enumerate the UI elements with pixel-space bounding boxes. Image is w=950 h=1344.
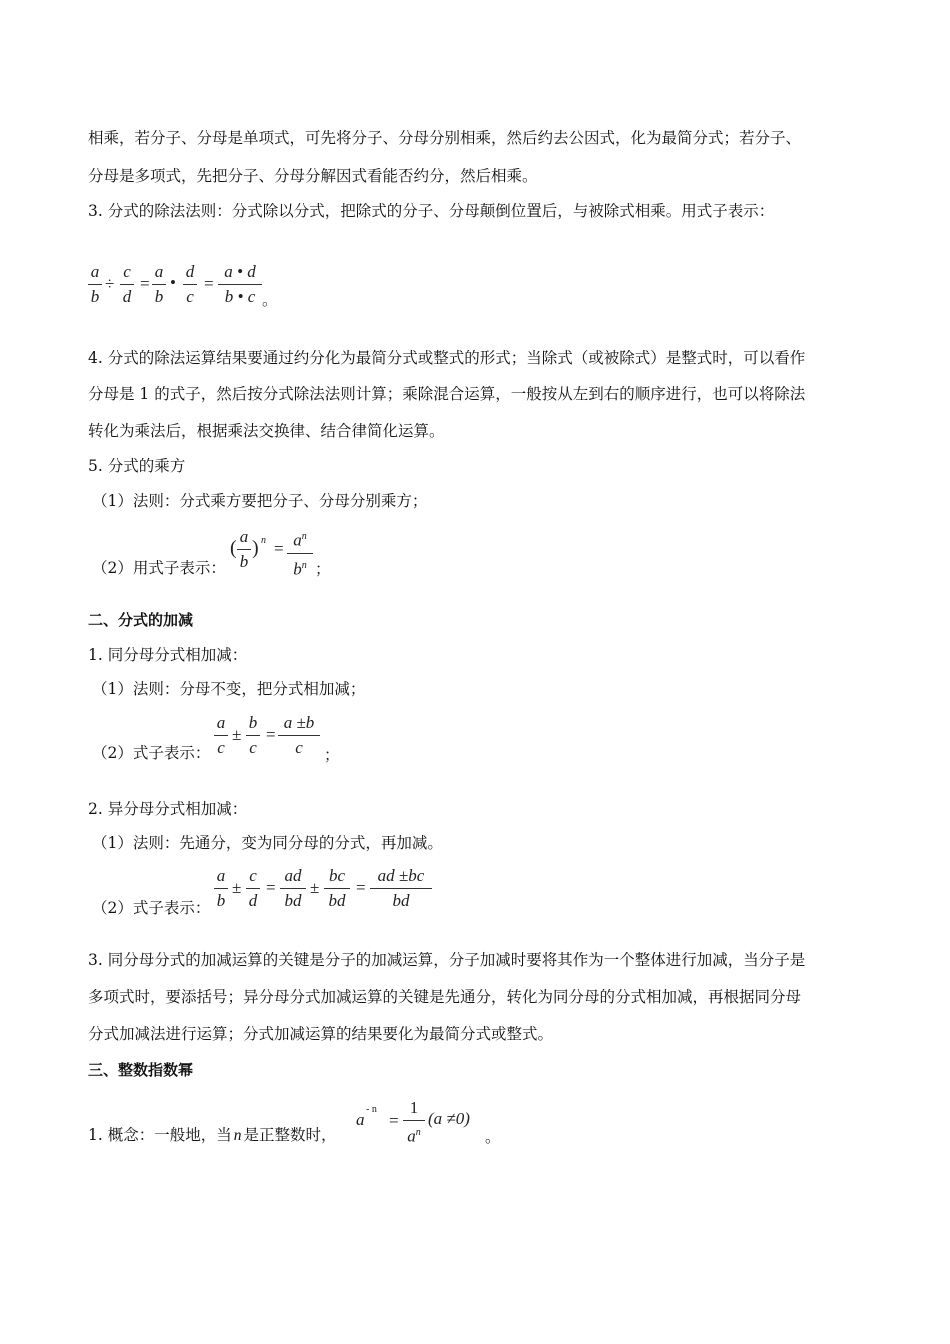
denominator: c	[295, 738, 303, 757]
fraction	[278, 713, 320, 758]
fraction	[287, 527, 313, 579]
numerator-base: a	[293, 530, 302, 550]
period: 。	[262, 291, 278, 309]
plus-minus-operator: ±	[310, 878, 320, 897]
plus-minus-operator: ±	[232, 878, 242, 897]
concept-prefix: 1. 概念：一般地，当	[88, 1126, 232, 1144]
exponent: n	[415, 1127, 421, 1138]
fraction	[246, 866, 260, 911]
paragraph-line: 分母是 1 的式子，然后按分式除法法则计算；乘除混合运算，一般按从左到右的顺序进行，也可以将除法	[88, 385, 806, 403]
fraction	[214, 866, 228, 911]
equals-sign: =	[389, 1111, 399, 1130]
section-subtitle: 5. 分式的乘方	[88, 457, 186, 475]
equals-sign: =	[204, 274, 214, 293]
section-heading: 二、分式的加减	[88, 611, 194, 629]
paragraph-line: 多项式时，要添括号；异分母分式加减运算的关键是先通分，转化为同分母的分式相加减，再根据同分母	[88, 988, 802, 1006]
equals-sign: =	[356, 878, 366, 897]
section-heading: 三、整数指数幂	[88, 1061, 194, 1079]
numerator	[287, 527, 313, 551]
rule-text: （1）法则：分式乘方要把分子、分母分别乘方；	[92, 492, 428, 510]
paragraph-line: 3. 分式的除法法则：分式除以分式，把除式的分子、分母颠倒位置后，与被除式相乘。用式子表示：	[88, 202, 775, 220]
same-denominator-formula	[214, 713, 344, 764]
section-subtitle: 2. 异分母分式相加减：	[88, 800, 248, 818]
numerator: a	[216, 866, 226, 885]
denominator: c	[217, 738, 225, 757]
fraction	[280, 866, 306, 911]
expression-label: （2）式子表示：	[92, 744, 211, 762]
condition: (a ≠0)	[428, 1109, 470, 1128]
paragraph-line: 分式加减法进行运算；分式加减运算的结果要化为最简分式或整式。	[88, 1025, 554, 1043]
denominator: b • c	[224, 287, 256, 306]
power-formula	[230, 527, 340, 579]
denominator: bd	[328, 891, 346, 910]
denominator: b	[154, 287, 164, 306]
numerator: a	[90, 262, 100, 281]
numerator: a ±b	[283, 713, 315, 732]
numerator: a	[154, 262, 164, 281]
numerator: d	[185, 262, 195, 281]
paragraph-line: 分母是多项式，先把分子、分母分解因式看能否约分，然后相乘。	[88, 167, 538, 185]
plus-minus-operator: ±	[232, 725, 242, 744]
denominator: b	[216, 891, 226, 910]
rule-text: （1）法则：分母不变，把分式相加减；	[92, 680, 366, 698]
exponent: n	[301, 559, 307, 571]
denominator: b	[90, 287, 100, 306]
base: a	[356, 1110, 365, 1129]
denominator	[403, 1123, 425, 1147]
denominator: b	[239, 552, 249, 571]
right-paren: )	[252, 537, 259, 559]
equals-sign: =	[266, 725, 276, 744]
expression-label: （2）式子表示：	[92, 899, 211, 917]
numerator: 1	[409, 1098, 419, 1117]
rule-text: （1）法则：先通分，变为同分母的分式，再加减。	[92, 834, 443, 852]
fraction	[370, 866, 432, 911]
fraction	[120, 262, 134, 307]
semicolon: ；	[315, 560, 331, 578]
exponent: n	[301, 531, 307, 542]
paragraph-line: 4. 分式的除法运算结果要通过约分化为最简分式或整式的形式；当除式（或被除式）是整式时，可以看作	[88, 349, 806, 367]
period: 。	[485, 1128, 501, 1146]
numerator: b	[248, 713, 258, 732]
fraction	[218, 262, 262, 307]
denominator: d	[248, 891, 258, 910]
exponent: n	[261, 535, 266, 546]
denominator-base: a	[407, 1126, 416, 1146]
semicolon: ；	[324, 746, 340, 764]
fraction	[324, 866, 350, 911]
division-formula	[88, 262, 288, 310]
equals-sign: =	[274, 539, 284, 558]
expression-label: （2）用式子表示：	[92, 559, 226, 577]
denominator: c	[186, 287, 194, 306]
equals-sign: =	[140, 274, 150, 293]
fraction	[214, 713, 228, 758]
denominator: c	[249, 738, 257, 757]
numerator: ad	[284, 866, 302, 885]
paragraph-line: 3. 同分母分式的加减运算的关键是分子的加减运算，分子加减时要将其作为一个整体进行加减，当分子是	[88, 951, 806, 969]
concept-line	[88, 1125, 336, 1146]
denominator: d	[122, 287, 132, 306]
section-subtitle: 1. 同分母分式相加减：	[88, 646, 248, 664]
negative-exponent-formula	[356, 1100, 496, 1148]
different-denominator-formula	[214, 866, 444, 914]
paragraph-line: 转化为乘法后，根据乘法交换律、结合律简化运算。	[88, 422, 445, 440]
multiply-dot: •	[170, 273, 176, 292]
fraction	[152, 262, 166, 307]
left-paren: (	[230, 537, 237, 559]
fraction	[237, 527, 251, 572]
numerator: c	[123, 262, 131, 281]
numerator: a • d	[224, 262, 256, 281]
exponent: - n	[366, 1104, 377, 1115]
paragraph-line: 相乘，若分子、分母是单项式，可先将分子、分母分别相乘，然后约去公因式，化为最简分式；若分子、	[88, 129, 802, 147]
numerator: a	[216, 713, 226, 732]
fraction	[403, 1098, 425, 1147]
fraction	[183, 262, 197, 307]
equals-sign: =	[266, 878, 276, 897]
numerator: c	[249, 866, 257, 885]
denominator: bd	[392, 891, 410, 910]
fraction	[88, 262, 102, 307]
divide-operator: ÷	[105, 274, 115, 293]
concept-suffix: 是正整数时，	[243, 1126, 337, 1144]
numerator: bc	[328, 866, 346, 885]
numerator: ad ±bc	[377, 866, 425, 885]
fraction	[246, 713, 260, 758]
denominator: bd	[284, 891, 302, 910]
denominator	[287, 556, 313, 580]
variable-n: n	[233, 1127, 242, 1144]
numerator: a	[239, 527, 249, 546]
denominator-base: b	[293, 559, 302, 579]
